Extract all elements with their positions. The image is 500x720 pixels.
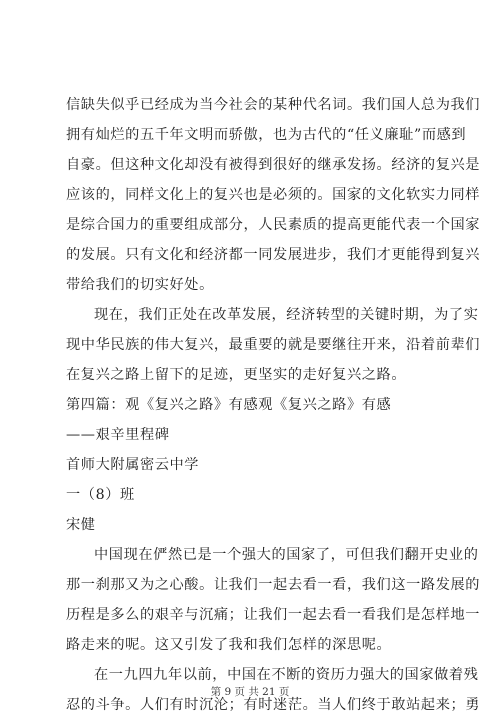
text-line: 首师大附属密云中学 [66,457,200,473]
text-line: 中国现在俨然已是一个强大的国家了，可但我们翻开史业的 [94,547,479,563]
text-line: ——艰辛里程碑 [66,427,170,443]
text-line: 现在，我们正处在改革发展，经济转型的关键时期，为了实 [94,307,479,323]
page-footer: 第 9 页 共 21 页 [210,686,290,698]
text-line: 那一刹那又为之心酸。让我们一起去看一看，我们这一路发展的 [66,577,481,593]
text-line: 自豪。但这种文化却没有被得到很好的继承发扬。经济的复兴是 [66,157,481,173]
text-line: 应该的，同样文化上的复兴也是必须的。国家的文化软实力同样 [66,187,481,203]
text-line: 的发展。只有文化和经济都一同发展进步，我们才更能得到复兴 [66,247,481,263]
text-line: 第四篇：观《复兴之路》有感观《复兴之路》有感 [66,397,392,413]
text-line: 历程是多么的艰辛与沉痛；让我们一起去看一看我们是怎样地一 [66,607,481,623]
document-body [66,90,481,720]
text-line: 现中华民族的伟大复兴，最重要的就是要继往开来，沿着前辈们 [66,337,481,353]
text-line: 带给我们的切实好处。 [66,277,214,293]
text-line: 宋健 [66,517,96,533]
text-line: 在一九四九年以前，中国在不断的资历力强大的国家做着残 [94,667,479,683]
text-line: 路走来的呢。这又引发了我和我们怎样的深思呢。 [66,637,392,653]
text-line: 忍的斗争。人们有时沉沦；有时迷茫。当人们终于敢站起来；勇 [66,697,481,713]
text-line: 是综合国力的重要组成部分，人民素质的提高更能代表一个国家 [66,217,481,233]
text-line: 拥有灿烂的五千年文明而骄傲，也为古代的“任义廉耻”而感到 [66,127,467,143]
text-line: 在复兴之路上留下的足迹，更坚实的走好复兴之路。 [66,367,407,383]
text-line: 一（8）班 [66,487,135,503]
text-line: 信缺失似乎已经成为当今社会的某种代名词。我们国人总为我们 [66,97,481,113]
